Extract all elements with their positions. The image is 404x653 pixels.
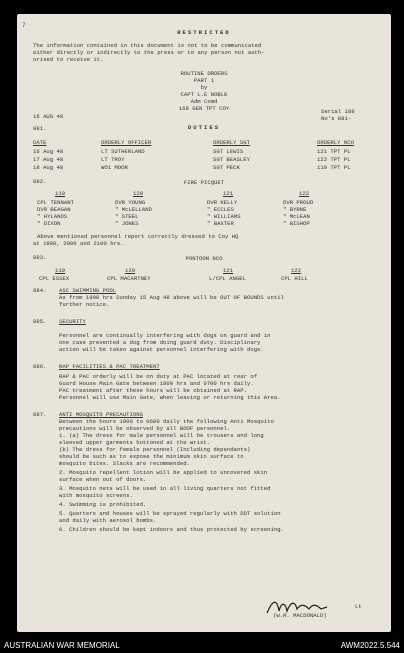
pn-col: 122 — [291, 267, 302, 274]
fp-name: " DIXON — [37, 220, 61, 227]
document-sheet — [17, 14, 391, 632]
section-heading: ASC SWIMMING POOL — [59, 287, 117, 294]
body-line: one case prevented a dog from doing guard duty. Disciplinary — [59, 339, 261, 346]
fp-name: " STEEL — [115, 213, 139, 220]
classification: RESTRICTED — [177, 29, 231, 36]
body-line: sleeved upper garments buttoned at the wrist. — [59, 439, 211, 446]
notice-line: orised to receive it. — [33, 56, 104, 63]
fp-name: " BISHOP — [283, 220, 310, 227]
section-number: 885. — [33, 318, 47, 325]
section-number: 882. — [33, 178, 47, 185]
section-number: 887. — [33, 411, 47, 418]
body-line: Between the hours 1900 to 0600 daily the following Anti Mosquito — [59, 418, 274, 425]
notice-line: either directly or indirectly to the press or to any person not auth- — [33, 49, 265, 56]
fp-name: DVR PROUD — [283, 199, 314, 206]
orders-title: ROUTINE ORDERS — [180, 70, 228, 77]
duty-cell: WO1 MOOR — [101, 164, 128, 171]
pn-name: CPL ESSEX — [39, 275, 70, 282]
pn-name: L/CPL ANGEL — [209, 275, 246, 282]
duty-cell: 16 Aug 48 — [33, 148, 64, 155]
fp-name: " BAXTER — [207, 220, 234, 227]
body-line: RAP & PAC orderly will be on duty at PAC located at rear of — [59, 373, 258, 380]
body-line: mosquito bites. Slacks are recommended. — [59, 460, 190, 467]
section-number: 886. — [33, 363, 47, 370]
duty-cell: SGT LEWIS — [213, 148, 244, 155]
body-line: PAC treatment after these hours will be obtained at RAP. — [59, 387, 247, 394]
duty-header: DATE — [33, 139, 47, 146]
body-line: and daily with aerosol bombs. — [59, 517, 157, 524]
footer — [0, 641, 404, 653]
orders-date: 16 AUG 48 — [33, 113, 64, 120]
body-line: precautions will be observed by all BOOF personnel. — [59, 425, 231, 432]
fp-col: 121 — [223, 190, 234, 197]
body-line: 6. Children should be kept indoors and thus protected by screening. — [59, 526, 284, 533]
fp-name: DVR BEAGAN — [37, 206, 71, 213]
fp-note: Above mentioned personnel report correctly dressed to Coy HQ — [37, 233, 239, 240]
body-line: action will be taken against personnel interfering with dogs. — [59, 346, 264, 353]
section-number: 881. — [33, 125, 47, 132]
orders-unit: 168 GEN TPT COY — [178, 105, 230, 112]
section-heading: SECURITY — [59, 318, 86, 325]
body-line: 1. (a) The dress for male personnel will be trousers and long — [59, 432, 264, 439]
document — [17, 14, 391, 632]
fp-note: at 1800, 2000 and 2100 hrs. — [33, 240, 124, 247]
orders-officer: CAPT L.E NOBLE — [180, 91, 228, 98]
serial-nos: No's 881- — [321, 115, 352, 122]
body-line: 4. Swimming is prohibited. — [59, 501, 147, 508]
signature-name: (W.R. MACDONALD) — [273, 612, 327, 619]
fp-name: " McLEAN — [283, 213, 310, 220]
orders-appointment: Adm Comd — [190, 98, 218, 105]
fp-col: 119 — [55, 190, 66, 197]
orders-part: PART 1 — [193, 77, 215, 84]
fp-name: " BYRNE — [283, 206, 307, 213]
serial: Serial 188 — [321, 108, 355, 115]
body-line: 5. Quarters and houses will be sprayed regularly with DDT solution — [59, 510, 281, 517]
fp-name: " HYLANDS — [37, 213, 68, 220]
fp-name: DVR YOUNG — [115, 199, 146, 206]
orders-by: by — [200, 84, 208, 91]
body-line: 2. Mosquito repellent lotion will be applied to uncovered skin — [59, 469, 268, 476]
pn-name: CPL MACARTNEY — [107, 275, 151, 282]
body-line: Personnel are continually interfering with dogs on guard and in — [59, 332, 271, 339]
duty-cell: LT TROY — [101, 156, 125, 163]
pn-col: 121 — [223, 267, 234, 274]
fp-col: 122 — [299, 190, 310, 197]
section-heading: RAP FACILITIES & PAC TREATMENT — [59, 363, 160, 370]
body-line: (b) The dress for female personnel (Including dependants) — [59, 446, 251, 453]
body-line: surface when out of doors. — [59, 476, 147, 483]
duty-cell: 17 Aug 48 — [33, 156, 64, 163]
footer-accession: AWM2022.5.544 — [340, 641, 400, 650]
body-line: As from 1900 hrs Sunday 15 Aug 48 above will be OUT OF BOUNDS until — [59, 294, 284, 301]
fp-name: " WILLIAMS — [207, 213, 241, 220]
duty-header: ORDERLY NCO — [317, 139, 354, 146]
duty-header: ORDERLY OFFICER — [101, 139, 152, 146]
body-line: Guard House Main Gate between 1800 hrs and 0700 hrs daily. — [59, 380, 254, 387]
footer-source: AUSTRALIAN WAR MEMORIAL — [4, 641, 120, 650]
signature-rank: Lt — [355, 603, 362, 610]
fp-name: CPL TENNANT — [37, 199, 74, 206]
section-heading: ANTI MOSQUITO PRECAUTIONS — [59, 411, 143, 418]
pn-col: 120 — [125, 267, 136, 274]
duty-cell: SGT PECK — [213, 164, 240, 171]
section-number: 883. — [33, 254, 47, 261]
fp-name: " McLELLAND — [115, 206, 152, 213]
fp-name: " ECCLES — [207, 206, 234, 213]
body-line: with mosquito screens. — [59, 492, 133, 499]
body-line: further notice. — [59, 301, 110, 308]
pn-col: 119 — [55, 267, 66, 274]
page-mark: 7 — [22, 22, 26, 29]
section-heading: DUTIES — [187, 124, 221, 131]
notice-line: The information contained in this document is not to be communicated — [33, 42, 262, 49]
duty-cell: 18 Aug 48 — [33, 164, 64, 171]
duty-cell: LT SUTHERLAND — [101, 148, 145, 155]
duty-cell: 119 TPT PL — [317, 164, 351, 171]
fp-col: 120 — [133, 190, 144, 197]
body-line: should be such as to expose the minimum skin surface to — [59, 453, 244, 460]
body-line: Personnel will use Main Gate, when leaving or returning this Area. — [59, 394, 281, 401]
section-heading: FIRE PICQUET — [183, 179, 225, 186]
duty-cell: SGT BEASLEY — [213, 156, 250, 163]
duty-cell: 121 TPT PL — [317, 148, 351, 155]
fp-name: " JONES — [115, 220, 139, 227]
duty-cell: 122 TPT PL — [317, 156, 351, 163]
duty-header: ORDERLY SGT — [213, 139, 250, 146]
pn-name: CPL HILL — [281, 275, 308, 282]
body-line: 3. Mosquito nets will be used in all living quarters not fitted — [59, 485, 271, 492]
section-number: 884. — [33, 287, 47, 294]
fp-name: DVR KELLY — [207, 199, 238, 206]
section-heading: PONTOON NCO — [185, 255, 223, 262]
